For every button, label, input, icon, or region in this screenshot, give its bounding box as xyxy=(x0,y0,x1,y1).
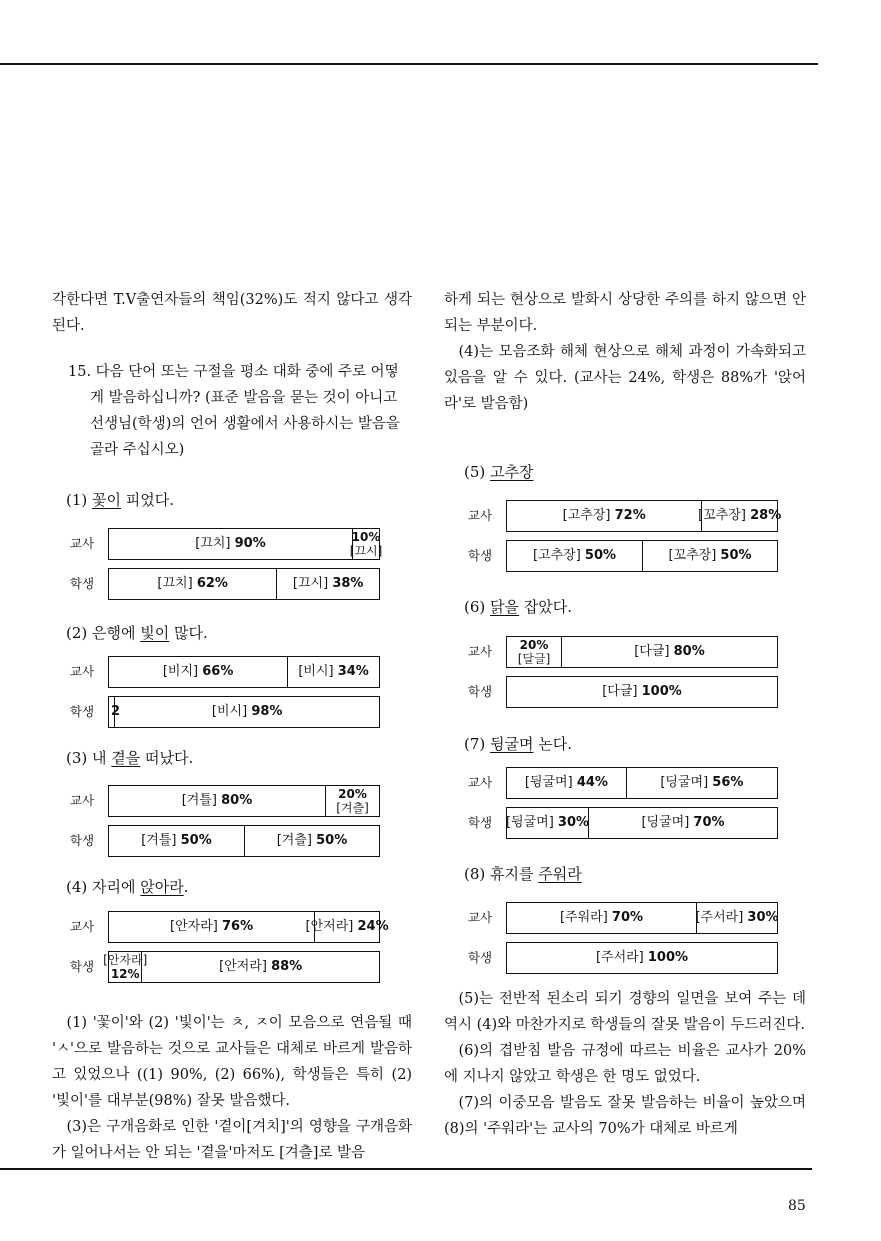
stacked-bar xyxy=(108,656,380,688)
row-label: 교사 xyxy=(467,775,493,790)
stacked-bar xyxy=(108,528,383,560)
row-label: 학생 xyxy=(467,950,493,965)
bar-segment xyxy=(109,826,244,856)
segment-label: [뒹굴며] xyxy=(524,775,577,790)
segment-label: [안저라] xyxy=(219,959,272,974)
bar-segment xyxy=(507,943,777,973)
right-paragraph-3: (7)의 이중모음 발음도 잘못 발음하는 비율이 높았으며 (8)의 '주워라'는 교사의 70%가 대체로 바르게 xyxy=(444,1095,806,1137)
segment-value: 100% xyxy=(641,684,682,699)
segment-label: [끄치] xyxy=(157,576,197,591)
segment-label: [꼬추장] xyxy=(698,508,751,523)
right-paragraph-2: (6)의 겹받침 발음 규정에 따르는 비율은 교사가 20%에 지나지 않았고 학생은 한 명도 없었다. xyxy=(444,1043,806,1085)
left-column-top xyxy=(52,287,412,339)
left-question xyxy=(46,359,412,463)
chart-row-student xyxy=(460,942,778,974)
segment-label: [겨틀] xyxy=(181,793,222,808)
segment-label: [끄시] xyxy=(292,576,333,591)
bar-segment xyxy=(507,903,696,933)
page-number: 85 xyxy=(788,1198,806,1214)
segment-value: 90% xyxy=(234,536,266,551)
bar-segment xyxy=(305,912,389,942)
stacked-bar xyxy=(108,785,380,817)
segment-label: [주워라] xyxy=(559,910,612,925)
question-15: 15. 다음 단어 또는 구절을 평소 대화 중에 주로 어떻게 발음하십니까? (표준 발음을 묻는 것이 아니고 선생님(학생)의 언어 생활에서 사용하시는 발음을 골라 주십시오) xyxy=(68,364,400,458)
segment-label: [끄치] xyxy=(195,536,235,551)
chart-row-teacher xyxy=(62,528,383,560)
bar-segment xyxy=(696,903,777,933)
segment-label: [고추장] xyxy=(562,508,615,523)
item-heading-2: (2) 은행에 빛이 많다. xyxy=(66,624,208,642)
chart-row-student xyxy=(62,951,380,983)
segment-label: [주서라] xyxy=(595,950,648,965)
stacked-bar xyxy=(108,825,380,857)
segment-value: 50% xyxy=(180,833,212,848)
bar-segment xyxy=(114,697,379,727)
segment-value: 30% xyxy=(557,815,590,830)
row-label: 교사 xyxy=(69,664,95,679)
row-label: 교사 xyxy=(467,910,493,925)
item-heading-4: (4) 자리에 앉아라. xyxy=(66,878,189,896)
chart-row-teacher xyxy=(460,500,782,532)
segment-label: [안저라] xyxy=(305,919,358,934)
segment-label: [겨츨] xyxy=(336,801,369,815)
bar-segment xyxy=(109,569,276,599)
segment-label: [고추장] xyxy=(532,548,585,563)
segment-value: 70% xyxy=(693,815,725,830)
row-label: 학생 xyxy=(467,815,493,830)
bar-segment xyxy=(588,808,777,838)
row-label: 학생 xyxy=(467,684,493,699)
segment-value: 50% xyxy=(720,548,752,563)
stacked-bar xyxy=(506,942,778,974)
row-label: 교사 xyxy=(69,793,95,808)
segment-label: [딩굴며] xyxy=(660,775,713,790)
segment-value: 50% xyxy=(584,548,617,563)
segment-label: [안자라] xyxy=(170,919,222,934)
left-paragraph-1: (1) '꽃이'와 (2) '빛이'는 ㅊ, ㅈ이 모음으로 연음될 때 'ㅅ'으로 발음하는 것으로 교사들은 대체로 바르게 발음하고 있었으나 ((1) 90%, (2) 66%), 학생들은 특히 (2) '빛이'를 대부분(98%) 잘못 발음했다. xyxy=(52,1015,412,1109)
right-column-bottom xyxy=(444,986,806,1142)
chart-row-teacher xyxy=(460,636,778,668)
segment-value: 66% xyxy=(202,664,234,679)
segment-label: [끄시] xyxy=(349,544,383,558)
chart-row-teacher xyxy=(62,656,380,688)
bottom-rule xyxy=(0,1168,812,1170)
item-heading-6: (6) 닭을 잡았다. xyxy=(464,598,573,616)
stacked-bar xyxy=(506,500,782,532)
segment-value: 20% xyxy=(519,638,549,652)
stacked-bar xyxy=(506,676,778,708)
bar-segment xyxy=(109,786,325,816)
stacked-bar xyxy=(506,767,778,799)
segment-value: 28% xyxy=(750,508,782,523)
segment-label: [비지] xyxy=(162,664,203,679)
bar-segment xyxy=(507,541,642,571)
segment-label: [꼬추장] xyxy=(668,548,721,563)
row-label: 교사 xyxy=(69,919,95,934)
left-paragraph-top: 각한다면 T.V출연자들의 책임(32%)도 적지 않다고 생각된다. xyxy=(52,292,412,334)
segment-value: 44% xyxy=(576,775,608,790)
chart-row-student xyxy=(62,696,380,728)
stacked-bar xyxy=(108,696,380,728)
segment-value: 38% xyxy=(332,576,364,591)
segment-value: 88% xyxy=(271,959,303,974)
segment-label: [달글] xyxy=(517,652,551,666)
stacked-bar xyxy=(506,807,778,839)
bar-segment xyxy=(109,912,314,942)
bar-segment xyxy=(109,529,352,559)
chart-row-student xyxy=(62,825,380,857)
stacked-bar xyxy=(103,951,380,983)
segment-value: 98% xyxy=(251,704,283,719)
right-paragraph-top-2: (4)는 모음조화 해체 현상으로 해체 과정이 가속화되고 있음을 알 수 있다. (교사는 24%, 학생은 88%가 '앉어라'로 발음함) xyxy=(444,344,806,412)
bar-segment xyxy=(141,952,379,982)
segment-label: [다글] xyxy=(634,644,674,659)
row-label: 교사 xyxy=(467,508,493,523)
segment-value: 62% xyxy=(196,576,228,591)
top-rule xyxy=(0,63,818,65)
item-heading-7: (7) 뒹굴며 논다. xyxy=(464,735,573,753)
segment-value: 20% xyxy=(338,787,367,801)
bar-segment xyxy=(642,541,777,571)
bar-segment xyxy=(507,768,626,798)
segment-label: [뒹굴며] xyxy=(505,815,558,830)
bar-segment xyxy=(507,637,561,667)
left-column-bottom xyxy=(52,1010,412,1166)
bar-segment xyxy=(244,826,379,856)
chart-row-student xyxy=(460,807,778,839)
item-heading-5: (5) 고추장 xyxy=(464,463,534,481)
chart-row-teacher xyxy=(460,902,778,934)
bar-segment xyxy=(561,637,777,667)
row-label: 학생 xyxy=(69,704,95,719)
bar-segment xyxy=(507,677,777,707)
row-label: 학생 xyxy=(69,833,95,848)
bar-segment xyxy=(698,501,782,531)
segment-label: [겨틀] xyxy=(141,833,181,848)
row-label: 학생 xyxy=(467,548,493,563)
stacked-bar xyxy=(108,568,380,600)
chart-row-teacher xyxy=(460,767,778,799)
segment-value: 80% xyxy=(673,644,705,659)
segment-value: 50% xyxy=(316,833,348,848)
chart-row-student xyxy=(460,676,778,708)
stacked-bar xyxy=(506,636,778,668)
chart-row-teacher xyxy=(62,785,380,817)
stacked-bar xyxy=(506,902,778,934)
stacked-bar xyxy=(506,540,778,572)
segment-label: [주서라] xyxy=(695,910,748,925)
chart-row-student xyxy=(460,540,778,572)
segment-label: [비시] xyxy=(298,664,338,679)
segment-value: 80% xyxy=(221,793,253,808)
chart-row-student xyxy=(62,568,380,600)
stacked-bar xyxy=(108,911,389,943)
right-paragraph-1: (5)는 전반적 된소리 되기 경향의 일면을 보여 주는 데 역시 (4)와 마찬가지로 학생들의 잘못 발음이 두드러진다. xyxy=(444,991,806,1033)
left-paragraph-2: (3)은 구개음화로 인한 '곁이[겨치]'의 영향을 구개음화가 일어나서는 안 되는 '곁을'마저도 [겨츨]로 발음 xyxy=(52,1119,412,1161)
segment-value: 76% xyxy=(222,919,254,934)
bar-segment xyxy=(626,768,777,798)
bar-segment xyxy=(109,657,287,687)
segment-value: 30% xyxy=(747,910,779,925)
item-heading-1: (1) 꽃이 피었다. xyxy=(66,491,175,509)
segment-value: 72% xyxy=(614,508,646,523)
bar-segment xyxy=(287,657,379,687)
segment-value: 70% xyxy=(611,910,644,925)
segment-label: [안자라] xyxy=(103,953,148,967)
bar-segment xyxy=(507,808,588,838)
row-label: 교사 xyxy=(69,536,95,551)
bar-segment xyxy=(325,786,379,816)
item-heading-3: (3) 내 곁을 떠났다. xyxy=(66,749,194,767)
segment-value: 2 xyxy=(111,704,121,719)
segment-value: 12% xyxy=(110,967,140,981)
segment-value: 56% xyxy=(712,775,744,790)
chart-row-teacher xyxy=(62,911,389,943)
segment-value: 34% xyxy=(337,664,369,679)
segment-label: [비시] xyxy=(211,704,252,719)
bar-segment xyxy=(507,501,701,531)
row-label: 교사 xyxy=(467,644,493,659)
row-label: 학생 xyxy=(69,959,95,974)
item-heading-8: (8) 휴지를 주워라 xyxy=(464,865,582,883)
row-label: 학생 xyxy=(69,576,95,591)
segment-label: [겨츨] xyxy=(276,833,317,848)
segment-value: 100% xyxy=(647,950,689,965)
bar-segment xyxy=(103,952,148,982)
bar-segment xyxy=(276,569,379,599)
segment-value: 24% xyxy=(357,919,389,934)
segment-label: [다글] xyxy=(602,684,642,699)
segment-value: 10% xyxy=(351,530,381,544)
right-column-top xyxy=(444,287,806,417)
right-paragraph-top: 하게 되는 현상으로 발화시 상당한 주의를 하지 않으면 안 되는 부분이다. xyxy=(444,292,806,334)
bar-segment xyxy=(349,529,383,559)
segment-label: [딩굴며] xyxy=(641,815,694,830)
